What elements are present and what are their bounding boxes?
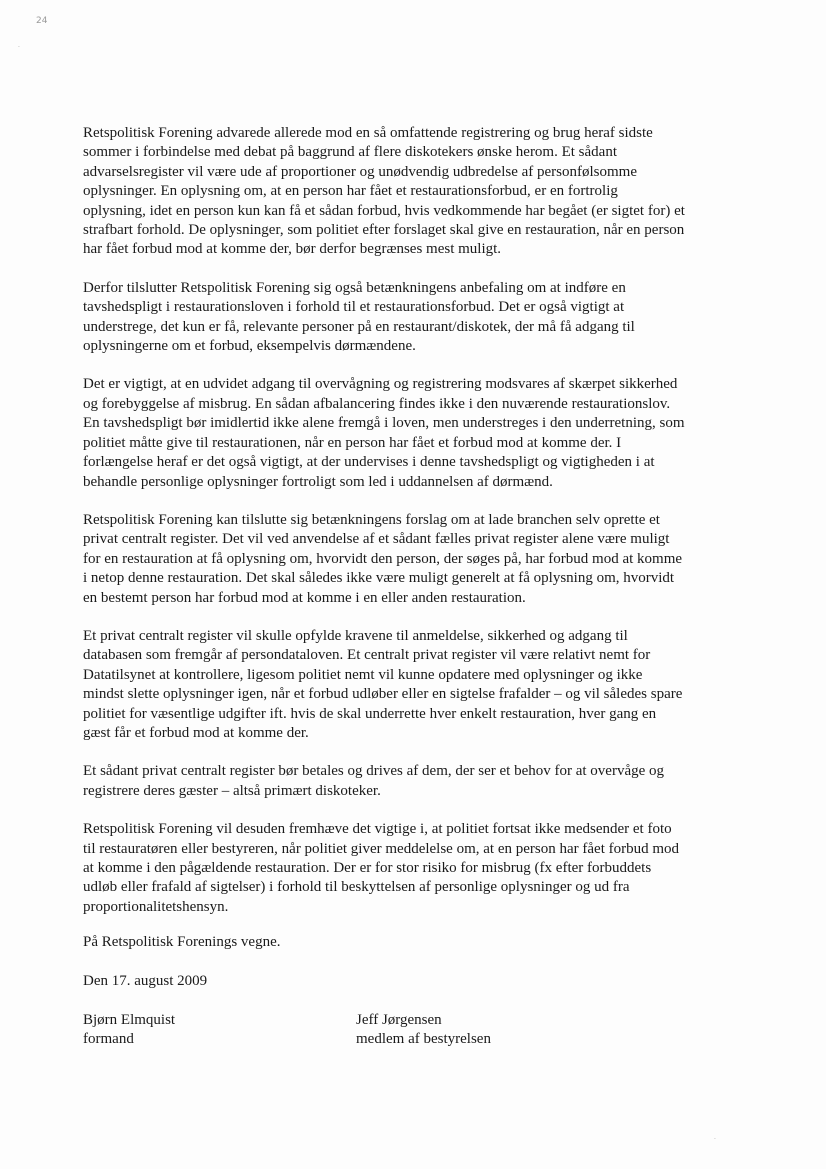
signatory-2 [356,1011,491,1050]
paragraph-7 [83,820,763,917]
paragraph-4 [83,511,763,608]
text-line: Datatilsynet at kontrollere, ligesom politiet nemt vil kunne opdatere med oplysninger og ikke [83,666,643,683]
text-line: privat centralt register. Det vil ved anvendelse af et sådant fælles privat register alene være muligt [83,531,670,548]
text-line: oplysninger. En oplysning om, at en person har fået et restaurationsforbud, er en fortrolig [83,183,618,200]
text-line: Det er vigtigt, at en udvidet adgang til overvågning og registrering modsvares af skærpet sikkerhed [83,376,678,393]
text-line: advarselsregister vil være ude af proportioner og unødvendig udbredelse af personfølsomme [83,163,638,180]
text-line: mindst slette oplysninger igen, når et forbud udløber eller en sigtelse frafalder – og vil således spare [83,686,683,703]
text-line: Retspolitisk Forening vil desuden fremhæve det vigtige i, at politiet fortsat ikke medsender et foto [83,821,672,838]
signatory-title: formand [83,1031,134,1048]
letter-body [83,124,763,936]
text-line: at komme i den pågældende restauration. Der er for stor risiko for misbrug (fx efter forbuddets [83,860,652,876]
text-line: og forebyggelse af misbrug. En sådan afbalancering findes ikke i den nuværende restaurationslov. [83,395,671,412]
text-line: Retspolitisk Forening advarede allerede mod en så omfattende registrering og brug heraf sidste [83,125,653,141]
text-line: oplysningerne om et forbud, eksempelvis dørmændene. [83,338,416,355]
signatory-title: medlem af bestyrelsen [356,1031,491,1048]
letter-date: Den 17. august 2009 [83,973,208,989]
text-line: behandle personlige oplysninger fortroligt som led i uddannelsen af dørmænd. [83,473,553,490]
text-line: proportionalitetshensyn. [83,898,229,915]
text-line: for en restauration at få oplysning om, hvorvidt den person, der søges på, har forbud mod at komme [83,550,683,567]
text-line: tavshedspligt i restaurationsloven i forhold til et restaurationsforbud. Det er også vigtigt at [83,299,625,316]
text-line: udløb eller frafald af sigtelser) i forhold til beskyttelsen af personlige oplysninger og ud fra [83,879,630,896]
paragraph-2 [83,279,763,357]
text-line: en bestemt person har forbud mod at komme i en eller anden restauration. [83,589,526,606]
text-line: En tavshedspligt bør imidlertid ikke alene fremgå i loven, men understreges i den underretning, som [83,415,685,432]
paragraph-3 [83,375,763,491]
text-line: Derfor tilslutter Retspolitisk Forening sig også betænkningens anbefaling om at indføre en [83,279,626,296]
paragraph-6 [83,762,763,801]
paragraph-1 [83,124,763,260]
signatory-name: Bjørn Elmquist [83,1012,176,1028]
text-line: oplysning, idet en person kun kan få et sådan forbud, hvis vedkommende har begået (er sigtet for) et [83,202,685,219]
scan-artifact-dot: · [18,44,20,51]
text-line: forlængelse heraf er det også vigtigt, at der undervises i denne tavshedspligt og vigtigheden i at [83,454,655,471]
text-line: Et privat centralt register vil skulle opfylde kravene til anmeldelse, sikkerhed og adgang til [83,627,628,644]
scan-artifact-dot: · [714,1136,716,1143]
text-line: sommer i forbindelse med debat på baggrund af flere diskotekers ønske herom. Et sådant [83,144,618,161]
text-line: har fået forbud mod at komme der, bør derfor begrænses mest muligt. [83,241,502,258]
text-line: databasen som fremgår af persondataloven. Et centralt privat register vil være relativt nemt for [83,647,651,664]
closing-on-behalf: På Retspolitisk Forenings vegne. [83,934,281,950]
text-line: Et sådant privat centralt register bør betales og drives af dem, der ser et behov for at overvåge og [83,763,665,780]
text-line: til restauratøren eller bestyreren, når politiet giver meddelelse om, at en person har fået forbud mod [83,840,680,857]
text-line: gæst får et forbud mod at komme der. [83,724,309,741]
text-line: registrere deres gæster – altså primært diskoteker. [83,782,381,799]
signatory-1 [83,1011,175,1050]
text-line: Retspolitisk Forening kan tilslutte sig betænkningens forslag om at lade branchen selv oprette et [83,511,660,528]
text-line: politiet for væsentlige udgifter ift. hvis de skal underrette hver enkelt restauration, hver gang en [83,705,657,722]
signatory-name: Jeff Jørgensen [356,1012,442,1028]
paragraph-5 [83,627,763,743]
text-line: i netop denne restauration. Det skal således ikke være muligt generelt at få oplysning om, hvorvidt [83,570,675,587]
scan-artifact-mark: 24 [36,16,48,26]
text-line: strafbart forhold. De oplysninger, som politiet efter forslaget skal give en restauration, når en person [83,222,685,239]
text-line: politiet måtte give til restaurationen, når en person har fået et forbud mod at komme der. I [83,434,622,451]
text-line: understrege, det kun er få, relevante personer på en restaurant/diskotek, der må få adgang til [83,318,635,335]
